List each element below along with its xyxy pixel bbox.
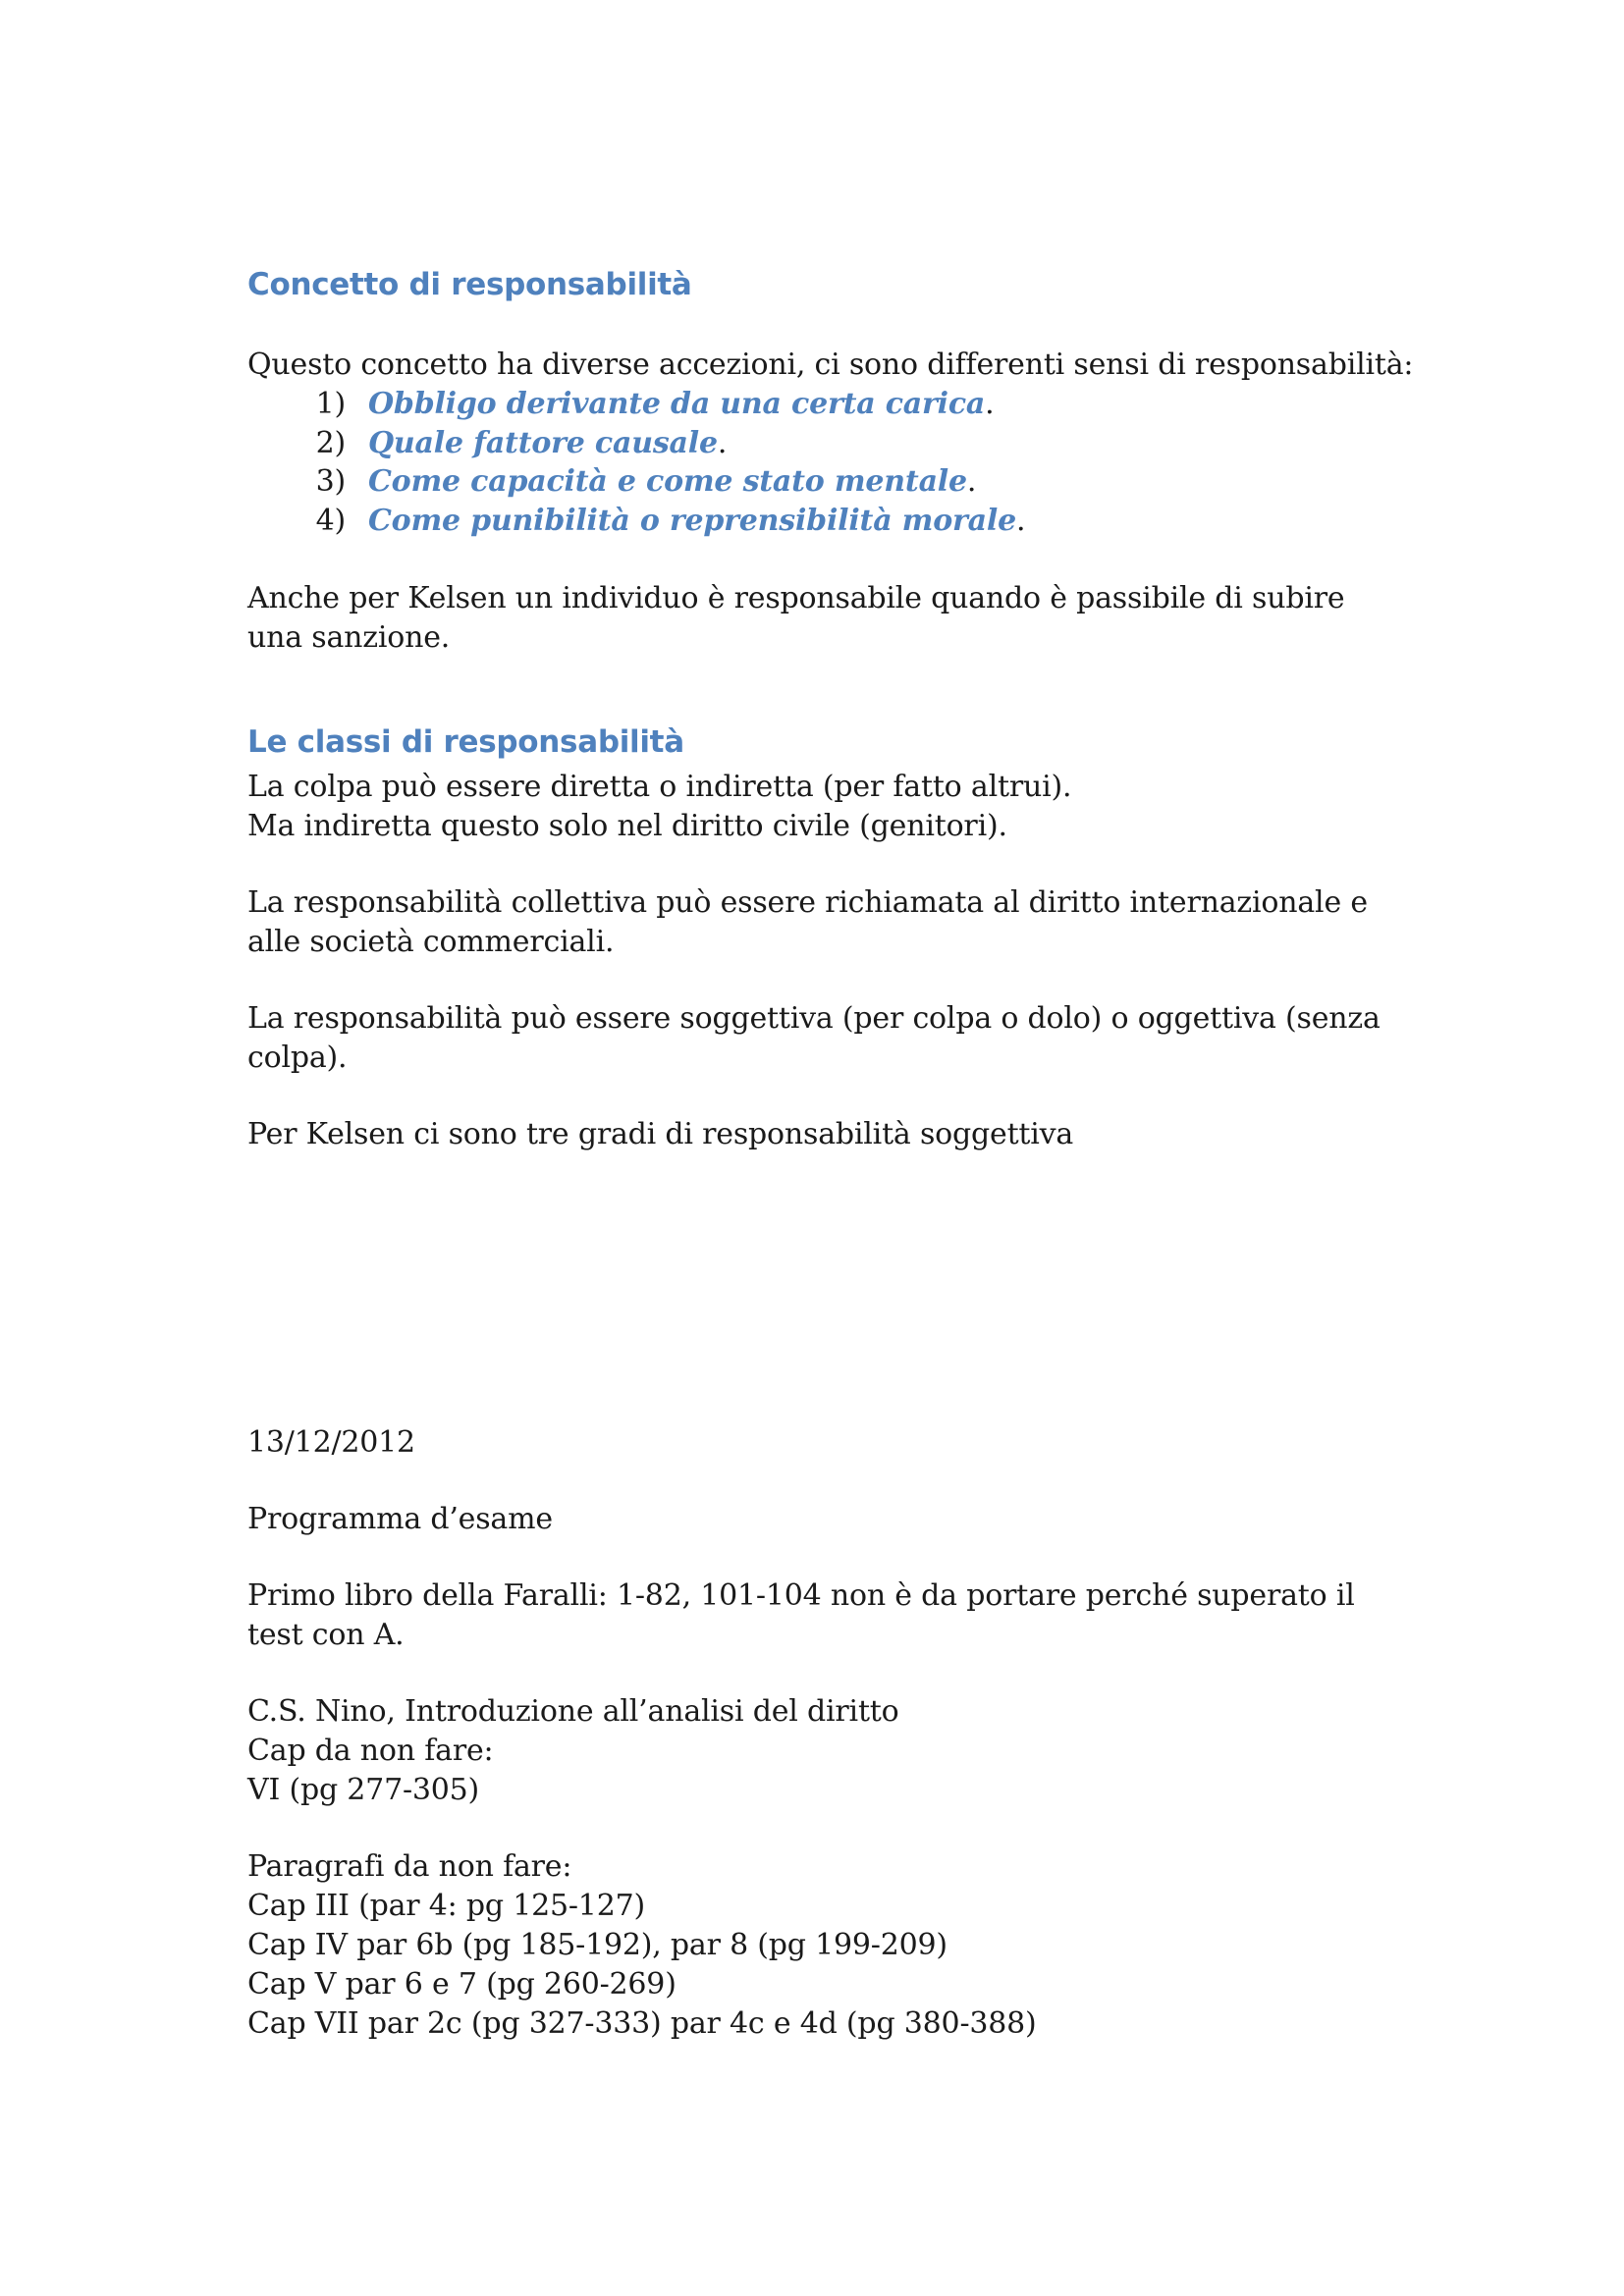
colpa-line: La colpa può essere diretta o indiretta (per fatto altrui). — [247, 770, 1072, 804]
subjective-paragraph: La responsabilità può essere soggettiva (per colpa o dolo) o oggettiva (senza colpa). — [247, 1001, 1380, 1075]
faralli-paragraph: Primo libro della Faralli: 1-82, 101-104 non è da portare perché superato il test con A. — [247, 1578, 1355, 1652]
par-line: Cap III (par 4: pg 125-127) — [247, 1889, 645, 1923]
cap-skip-value: VI (pg 277-305) — [247, 1773, 480, 1807]
list-number: 4) — [315, 503, 346, 538]
list-number: 1) — [315, 387, 346, 421]
par-line: Cap VII par 2c (pg 327-333) par 4c e 4d (pg 380-388) — [247, 2006, 1037, 2041]
date-line: 13/12/2012 — [247, 1425, 415, 1460]
cap-skip-label: Cap da non fare: — [247, 1734, 494, 1768]
par-line: Cap V par 6 e 7 (pg 260-269) — [247, 1967, 677, 2002]
list-item-text: Quale fattore causale — [368, 425, 718, 460]
list-number: 3) — [315, 464, 346, 499]
indiretta-line: Ma indiretta questo solo nel diritto civile (genitori). — [247, 809, 1007, 843]
list-item-text: Come capacità e come stato mentale — [368, 464, 967, 499]
nino-title: C.S. Nino, Introduzione all’analisi del diritto — [247, 1694, 899, 1729]
kelsen-paragraph: Anche per Kelsen un individuo è responsabile quando è passibile di subire una sanzione. — [247, 581, 1345, 655]
list-item-end: . — [717, 425, 728, 460]
list-item — [247, 462, 1025, 502]
collective-paragraph: La responsabilità collettiva può essere richiamata al diritto internazionale e alle società commerciali. — [247, 885, 1368, 959]
par-line: Cap IV par 6b (pg 185-192), par 8 (pg 199-209) — [247, 1928, 947, 1962]
list-number: 2) — [315, 425, 346, 460]
list-item-end: . — [985, 387, 995, 421]
par-skip-label: Paragrafi da non fare: — [247, 1849, 572, 1884]
intro-text: Questo concetto ha diverse accezioni, ci sono differenti sensi di responsabilità: — [247, 347, 1414, 382]
heading-concetto: Concetto di responsabilità — [247, 267, 692, 302]
list-item-text: Obbligo derivante da una certa carica — [368, 387, 986, 421]
list-item — [247, 385, 1025, 424]
degrees-line: Per Kelsen ci sono tre gradi di responsabilità soggettiva — [247, 1117, 1074, 1151]
list-item — [247, 424, 1025, 463]
responsibility-list — [247, 385, 1025, 540]
heading-classi: Le classi di responsabilità — [247, 724, 684, 760]
list-item-text: Come punibilità o reprensibilità morale — [368, 503, 1016, 538]
list-item-end: . — [966, 464, 977, 499]
program-line: Programma d’esame — [247, 1502, 553, 1536]
list-item — [247, 502, 1025, 541]
list-item-end: . — [1015, 503, 1026, 538]
